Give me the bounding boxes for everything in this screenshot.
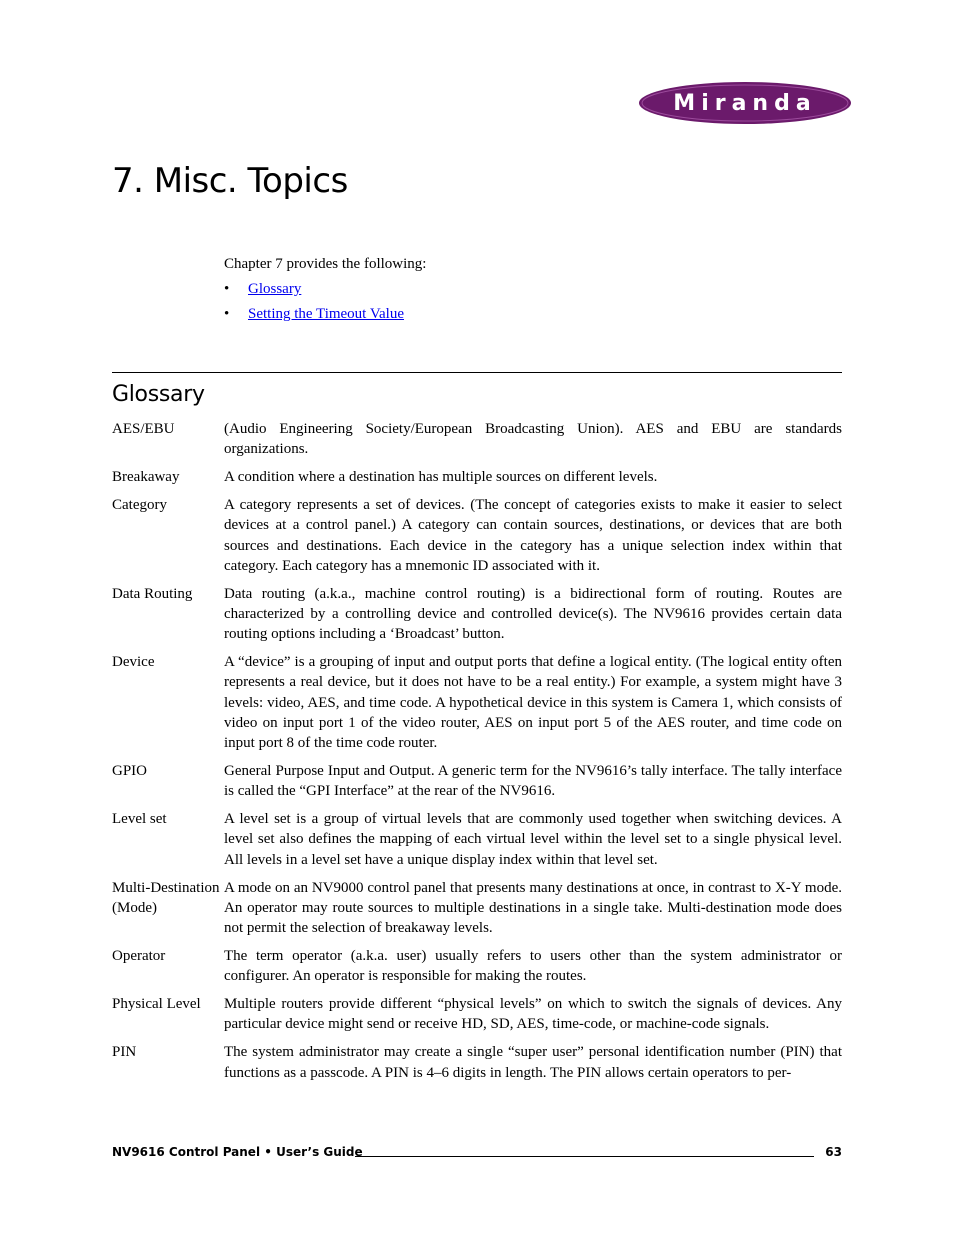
toc-item-glossary (224, 279, 426, 304)
footer-doc-title: NV9616 Control Panel • User’s Guide (112, 1145, 363, 1159)
glossary-entry (112, 467, 842, 487)
glossary-term: GPIO (112, 763, 148, 780)
glossary-term: Operator (112, 948, 166, 965)
glossary-definition: General Purpose Input and Output. A generic term for the NV9616’s tally interface. The tally interface is called the “GPI Interface” at the rear of the NV9616. (224, 763, 842, 800)
glossary-definition: A mode on an NV9000 control panel that presents many destinations at once, in contrast to X-Y mode. An operator may route sources to multiple destinations in a single take. Multi-destination mode does not permit the selection of breakaway levels. (224, 879, 842, 937)
glossary-term: Physical Level (112, 996, 201, 1013)
bullet: • (224, 281, 230, 297)
glossary-entry (112, 652, 842, 753)
glossary-definition: A category represents a set of devices. (The concept of categories exists to make it easier to select devices at a control panel.) A category can contain sources, destinations, or devices that are both sources and destinations. Each device in the category has a unique selection index within that category. Each category has a mnemonic ID associated with it. (224, 497, 842, 574)
glossary-entry (112, 994, 842, 1034)
glossary-term: AES/EBU (112, 421, 175, 437)
glossary-definition: Multiple routers provide different “physical levels” on which to switch the signals of devices. Any particular device might send or receive HD, SD, AES, time-code, or machine-code signals. (224, 996, 842, 1033)
glossary-definition: (Audio Engineering Society/European Broadcasting Union). AES and EBU are standards organizations. (224, 421, 842, 458)
glossary-term: PIN (112, 1044, 137, 1061)
glossary-term: Breakaway (112, 469, 180, 486)
chapter-toc (224, 279, 426, 329)
chapter-title: 7. Misc. Topics (112, 161, 348, 201)
footer-page-number: 63 (825, 1145, 842, 1159)
bullet: • (224, 306, 230, 322)
toc-link-glossary[interactable]: Glossary (248, 281, 302, 297)
section-divider (112, 372, 842, 373)
section-title-glossary: Glossary (112, 382, 205, 407)
miranda-logo (638, 80, 852, 126)
footer-rule (355, 1156, 814, 1157)
toc-item-timeout (224, 304, 426, 329)
glossary-term: Device (112, 654, 155, 671)
glossary-entry (112, 946, 842, 986)
glossary-definition: The term operator (a.k.a. user) usually refers to users other than the system administrator or configurer. An operator is responsible for making the routes. (224, 948, 842, 985)
glossary-definition: The system administrator may create a single “super user” personal identification number (PIN) that functions as a passcode. A PIN is 4–6 digits in length. The PIN allows certain operators to per- (224, 1044, 842, 1081)
glossary-entry (112, 419, 842, 459)
intro-text: Chapter 7 provides the following: (224, 256, 427, 272)
glossary-term: Level set (112, 811, 167, 828)
glossary-term: Category (112, 497, 167, 514)
glossary-list (112, 419, 842, 1091)
glossary-definition: Data routing (a.k.a., machine control routing) is a bidirectional form of routing. Routes are characterized by a controlling device and controlled device(s). The NV9616 provides certain data routing options including a ‘Broadcast’ button. (224, 585, 842, 643)
glossary-term: Multi-Destination (Mode) (112, 879, 220, 916)
glossary-entry (112, 1042, 842, 1082)
glossary-definition: A “device” is a grouping of input and output ports that define a logical entity. (The logical entity often represents a real device, but it does not have to be a real entity.) For example, a system might have 3 levels: video, AES, and time code. A hypothetical device in this system is Camera 1, which consists of video on input port 1 of the video router, AES on input port 5 of the AES router, and time code on input port 8 of the time code router. (224, 654, 842, 752)
glossary-entry (112, 584, 842, 645)
chapter-intro (224, 254, 426, 329)
glossary-term: Data Routing (112, 585, 193, 602)
glossary-entry (112, 878, 842, 939)
glossary-definition: A level set is a group of virtual levels that are commonly used together when switching devices. A level set also defines the mapping of each virtual level within the level set to a single physical level. All levels in a level set have a unique display index within that level set. (224, 811, 842, 868)
page-footer (112, 1145, 842, 1165)
glossary-entry (112, 495, 842, 576)
glossary-definition: A condition where a destination has multiple sources on different levels. (224, 469, 658, 486)
glossary-entry (112, 761, 842, 801)
logo-text: Miranda (673, 91, 817, 116)
glossary-entry (112, 809, 842, 870)
toc-link-timeout[interactable]: Setting the Timeout Value (248, 306, 404, 322)
